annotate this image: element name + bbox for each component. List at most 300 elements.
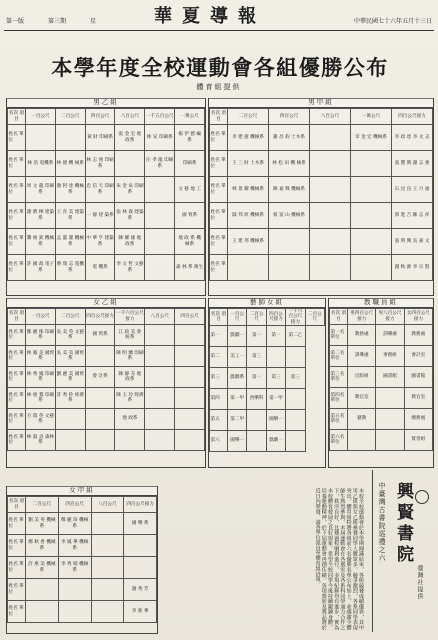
result-cell: 蔡 富 山 機械系 bbox=[269, 203, 310, 229]
column-header: 名次 項目 bbox=[8, 309, 26, 325]
column-header: 一萬公尺 bbox=[351, 109, 392, 125]
table-header-row bbox=[210, 309, 325, 326]
result-cell bbox=[55, 409, 85, 430]
result-cell: 林 浩 電機系 bbox=[26, 151, 56, 177]
newspaper-title: 華夏導報 bbox=[154, 6, 266, 27]
headline: 本學年度全校運動會各組優勝公布 bbox=[51, 55, 389, 80]
result-cell bbox=[376, 430, 404, 451]
table-row bbox=[8, 601, 157, 623]
result-cell bbox=[247, 430, 266, 451]
result-cell: 吳 美 美 國貿系 bbox=[55, 346, 85, 367]
result-cell: 第一 bbox=[266, 325, 285, 346]
result-cell: 林 秀 鳳 印刷系 bbox=[26, 367, 56, 388]
masthead bbox=[4, 2, 434, 31]
result-cell: 中 華 亨 建築系 bbox=[85, 229, 115, 255]
result-cell: 訓導處 bbox=[348, 346, 376, 367]
result-cell bbox=[145, 367, 175, 388]
result-cell: 章 金 宏 機械系 bbox=[351, 125, 392, 151]
result-cell bbox=[286, 346, 305, 367]
result-cell: 劉 麗 美 國貿系 bbox=[55, 367, 85, 388]
result-cell: 第一甲 bbox=[228, 388, 247, 409]
section-title: 女甲組 bbox=[7, 486, 157, 496]
result-cell bbox=[58, 601, 91, 623]
section-art-women bbox=[208, 298, 326, 468]
row-label: 第五 bbox=[210, 409, 228, 430]
row-label: 姓名 單位 bbox=[8, 557, 26, 579]
result-cell: 王 建 邦 機械系 bbox=[228, 229, 269, 255]
column-header: 男四百公尺接力 bbox=[348, 309, 376, 325]
row-label: 第四名 單位 bbox=[330, 388, 348, 409]
table-row bbox=[210, 367, 325, 388]
column-header: 八百公尺 bbox=[310, 109, 351, 125]
result-cell: 張 林 森 建築系 bbox=[115, 203, 145, 229]
result-cell bbox=[266, 346, 285, 367]
result-cell: 第三 bbox=[266, 367, 285, 388]
result-cell: 電 機系 bbox=[85, 255, 115, 281]
result-cell: 森 林 系 衛生 bbox=[175, 255, 205, 281]
column-header: 二百公尺 bbox=[228, 109, 269, 125]
result-cell: 劉 美 英 機械系 bbox=[26, 513, 59, 535]
table-row bbox=[330, 430, 433, 451]
result-cell bbox=[286, 409, 305, 430]
result-cell bbox=[91, 579, 124, 601]
row-label: 姓名 單位 bbox=[210, 125, 228, 151]
column-header: 一萬公尺 bbox=[175, 109, 205, 125]
result-cell bbox=[310, 229, 351, 255]
result-cell bbox=[310, 125, 351, 151]
result-cell: 鄭 麗 珍 機械系 bbox=[58, 513, 91, 535]
result-cell bbox=[145, 177, 175, 203]
result-cell bbox=[175, 388, 205, 409]
column-header: 二百公尺 bbox=[247, 309, 266, 326]
issue-date: 中華民國七十六年五月十三日 bbox=[353, 18, 432, 25]
result-cell bbox=[85, 346, 115, 367]
result-cell bbox=[351, 151, 392, 177]
result-cell bbox=[85, 409, 115, 430]
result-cell bbox=[310, 177, 351, 203]
column-header: 八百公尺 bbox=[115, 109, 145, 125]
table-row bbox=[210, 409, 325, 430]
column-header: 八百公尺 bbox=[145, 309, 175, 325]
row-label: 姓名 單位 bbox=[8, 535, 26, 557]
result-cell: 周 文 龍 印刷系 bbox=[26, 177, 56, 203]
column-header: 男八百公尺接力 bbox=[376, 309, 404, 325]
row-label: 姓名 單位 bbox=[210, 203, 228, 229]
row-label: 第一 bbox=[210, 325, 228, 346]
column-header: 一千六百公尺接力 bbox=[115, 309, 145, 325]
table-row bbox=[330, 409, 433, 430]
column-header: 名次 項目 bbox=[8, 497, 26, 513]
result-cell: 國樂一 bbox=[266, 409, 285, 430]
result-cell bbox=[145, 388, 175, 409]
row-label: 姓名 單位 bbox=[8, 513, 26, 535]
result-cell bbox=[175, 409, 205, 430]
column-header: 一千六百公尺接力 bbox=[286, 309, 305, 326]
row-label: 姓名 單位 bbox=[8, 125, 26, 151]
result-cell bbox=[124, 557, 157, 579]
result-cell bbox=[286, 388, 305, 409]
result-cell: 汪 孝 龍 印刷系 bbox=[145, 151, 175, 177]
result-cell: 戲劇一 bbox=[266, 430, 285, 451]
row-label: 姓名 單位 bbox=[8, 346, 26, 367]
row-label: 姓名 單位 bbox=[8, 325, 26, 346]
table-header-row bbox=[210, 109, 433, 125]
section-men-a bbox=[208, 98, 434, 296]
column-header: 八百公尺 bbox=[91, 497, 124, 513]
result-cell bbox=[26, 601, 59, 623]
result-cell: 會計室 bbox=[404, 346, 432, 367]
weekday: 星 bbox=[90, 18, 97, 25]
result-cell: 江 政 美 會 統系 bbox=[115, 325, 145, 346]
result-cell: 一 靜 建 築系 bbox=[85, 203, 115, 229]
result-cell: 林 惠 鶯 印刷系 bbox=[26, 388, 56, 409]
row-label: 第五名 單位 bbox=[330, 409, 348, 430]
table-row bbox=[8, 579, 157, 601]
result-cell bbox=[58, 579, 91, 601]
table-row bbox=[8, 367, 205, 388]
table-row bbox=[210, 177, 433, 203]
results-table bbox=[209, 108, 433, 281]
column-header: 四百公尺接力 bbox=[85, 309, 115, 325]
row-label: 姓名 單位 bbox=[8, 367, 26, 388]
result-cell: 教務處 bbox=[348, 325, 376, 346]
result-cell: 林 鳳 美 國貿系 bbox=[26, 346, 56, 367]
result-cell bbox=[269, 229, 310, 255]
result-cell: 國樂一 bbox=[228, 430, 247, 451]
table-row bbox=[8, 535, 157, 557]
result-cell bbox=[26, 125, 56, 151]
result-cell bbox=[124, 535, 157, 557]
column-header: 名次 項目 bbox=[210, 109, 228, 125]
result-cell: 地 政 系 機 械系 bbox=[175, 229, 205, 255]
result-cell: 李 鳳 華 機械系 bbox=[58, 535, 91, 557]
result-cell: 林 淑 貞 森林系 bbox=[26, 430, 56, 451]
table-header-row bbox=[330, 309, 433, 325]
row-label: 姓名 單位 bbox=[8, 177, 26, 203]
table-row bbox=[8, 325, 205, 346]
result-cell: 陳 耀 雄 地 政系 bbox=[115, 229, 145, 255]
column-header: 四百公尺接力 bbox=[392, 109, 433, 125]
result-cell bbox=[348, 430, 376, 451]
table-row bbox=[210, 346, 325, 367]
section-title: 教職員組 bbox=[329, 298, 433, 308]
column-header: 四百公尺 bbox=[85, 109, 115, 125]
result-cell: 藝教 bbox=[348, 409, 376, 430]
row-label: 姓名 單位 bbox=[8, 579, 26, 601]
result-cell: 第一甲 bbox=[266, 388, 285, 409]
result-cell: 地 政系 bbox=[115, 409, 145, 430]
table-row bbox=[210, 388, 325, 409]
result-cell bbox=[91, 535, 124, 557]
result-cell: 龔 俊 欽 機械系 bbox=[26, 229, 56, 255]
section-men-b bbox=[6, 98, 206, 296]
result-cell: 郭 進 吉 陳 志 祥 bbox=[392, 203, 433, 229]
column-header: 女四百公尺接力 bbox=[404, 309, 432, 325]
row-label: 第三 bbox=[210, 367, 228, 388]
table-row bbox=[210, 430, 325, 451]
column-header: 一千五百公尺 bbox=[145, 109, 175, 125]
result-cell bbox=[351, 229, 392, 255]
result-cell: 石 昆 良 王 月 福 bbox=[392, 177, 433, 203]
result-cell: 蔣 瑞 志 電機系 bbox=[55, 255, 85, 281]
ad-credit: 臺灣社提供 bbox=[416, 565, 423, 600]
table-row bbox=[8, 151, 205, 177]
result-cell: 圖書館 bbox=[404, 367, 432, 388]
result-cell: 西樂科 bbox=[247, 388, 266, 409]
result-cell: 鄭 秋 香 機械系 bbox=[26, 535, 59, 557]
table-header-row bbox=[8, 309, 205, 325]
result-cell: 第一 bbox=[247, 367, 266, 388]
result-cell: 國 樂 系 bbox=[124, 513, 157, 535]
result-cell bbox=[145, 346, 175, 367]
table-row bbox=[330, 346, 433, 367]
result-cell: 許 國 政 電子系 bbox=[26, 255, 56, 281]
row-label: 第二 bbox=[210, 346, 228, 367]
result-cell: 總務處 bbox=[404, 409, 432, 430]
column-header: 四百公尺接力 bbox=[124, 497, 157, 513]
table-row bbox=[210, 203, 433, 229]
result-cell: 方 瑞 英 文藝系 bbox=[26, 409, 56, 430]
table-row bbox=[210, 151, 433, 177]
result-cell: 張 明 興 吳 嘉 文 bbox=[392, 229, 433, 255]
table-header-row bbox=[8, 497, 157, 513]
table-row bbox=[8, 430, 205, 451]
column-header: 二百公尺 bbox=[305, 309, 324, 326]
table-row bbox=[8, 557, 157, 579]
row-label: 姓名 單位 bbox=[8, 409, 26, 430]
result-cell: 文 藝 地 工 bbox=[175, 177, 205, 203]
result-cell bbox=[269, 255, 310, 281]
row-label: 第二名 單位 bbox=[330, 346, 348, 367]
result-cell bbox=[145, 229, 175, 255]
result-cell: 會 計系 bbox=[85, 367, 115, 388]
table-row bbox=[210, 229, 433, 255]
result-cell: 訓導處 bbox=[376, 325, 404, 346]
result-cell: 戲劇系 bbox=[228, 367, 247, 388]
results-table bbox=[7, 496, 157, 623]
result-cell bbox=[91, 557, 124, 579]
result-cell: 謝 秋 源 李 宗 賢 bbox=[392, 255, 433, 281]
result-cell: 李 建 億 機械系 bbox=[228, 125, 269, 151]
byline: 體育組提供 bbox=[196, 83, 242, 91]
results-table bbox=[329, 308, 433, 451]
row-label: 姓名 單位 bbox=[8, 229, 26, 255]
result-cell: 陳 靜 芬 地 政系 bbox=[115, 367, 145, 388]
result-cell bbox=[91, 513, 124, 535]
table-row bbox=[8, 125, 205, 151]
section-women-a bbox=[6, 486, 158, 634]
result-cell: 朱 金 泉 印刷系 bbox=[115, 177, 145, 203]
result-cell bbox=[115, 430, 145, 451]
result-cell: 張 寶 興 謝 志 強 bbox=[392, 151, 433, 177]
result-cell bbox=[55, 125, 85, 151]
result-cell: 林 松 田 機 械系 bbox=[269, 151, 310, 177]
table-row bbox=[8, 388, 205, 409]
table-row bbox=[330, 325, 433, 346]
section-title: 男甲組 bbox=[209, 98, 433, 108]
row-label: 姓名 單位 bbox=[210, 229, 228, 255]
column-header: 二百公尺 bbox=[55, 109, 85, 125]
result-cell bbox=[175, 430, 205, 451]
result-cell bbox=[145, 409, 175, 430]
result-cell: 實習組 bbox=[404, 430, 432, 451]
row-label: 第六 bbox=[210, 430, 228, 451]
result-cell: 王 育 美 建築系 bbox=[55, 203, 85, 229]
column-header: 二百公尺 bbox=[55, 309, 85, 325]
result-cell: 陳 嘉 興 機械系 bbox=[269, 177, 310, 203]
result-cell bbox=[145, 430, 175, 451]
result-cell: 許 秀 鈴 經濟系 bbox=[55, 388, 85, 409]
result-cell bbox=[115, 151, 145, 177]
result-cell: 林 安 印刷系 bbox=[145, 125, 175, 151]
column-header: 名次 項目 bbox=[8, 109, 26, 125]
row-label: 姓名 單位 bbox=[8, 151, 26, 177]
row-label: 姓名 單位 bbox=[210, 151, 228, 177]
column-header: 二百公尺 bbox=[26, 497, 59, 513]
result-cell bbox=[55, 430, 85, 451]
seal-icon bbox=[415, 490, 429, 504]
article-text: 本校全校運動會於本學期圓滿結束，各組競賽成績優異，其中男乙組與女乙組參賽同學人數眾多，競爭激烈，各系同學表現突出。體育組特將各組前六名優勝名單公布如上，並感謝全體師生熱烈參與。本屆運動會在各處室及各系科同學通力合作之下，秩序良好，比賽過程順利進行，多項紀錄均有進步，實為本校體育發展之良好現象。希望全校同學今後持續鍛鍊身體，培養運動精神，於下屆運動會再創佳績。各項獎狀及獎品將於近日內頒發，請各單位派員至體育組洽領。 bbox=[314, 488, 364, 630]
result-cell bbox=[376, 388, 404, 409]
column-header: 四百公尺 bbox=[269, 109, 310, 125]
result-cell: 戲劇一 bbox=[228, 325, 247, 346]
result-cell: 陳 玉 玲 經濟系 bbox=[115, 388, 145, 409]
result-cell: 陳 明 蘭 印刷系 bbox=[115, 346, 145, 367]
result-cell bbox=[351, 177, 392, 203]
column-header: 四百公尺接力 bbox=[266, 309, 285, 326]
table-row bbox=[8, 346, 205, 367]
result-cell bbox=[85, 430, 115, 451]
column-header: 四百公尺 bbox=[58, 497, 91, 513]
section-title: 藝師女組 bbox=[209, 298, 325, 308]
result-cell bbox=[175, 367, 205, 388]
result-cell: 謝 濟 樺 建築系 bbox=[26, 203, 56, 229]
table-row bbox=[8, 409, 205, 430]
result-cell: 李 政 達 李 文 志 bbox=[392, 125, 433, 151]
section-title: 女乙組 bbox=[7, 298, 205, 308]
result-cell: 林 志 強 印刷系 bbox=[85, 151, 115, 177]
result-cell bbox=[228, 255, 269, 281]
issue-number: 第三期 bbox=[48, 18, 67, 25]
advertisement bbox=[372, 470, 431, 632]
row-label: 姓名 單位 bbox=[210, 177, 228, 203]
ad-series-caption: 中臺灣古書院巡禮之六 bbox=[378, 482, 386, 562]
result-cell bbox=[286, 430, 305, 451]
section-title: 男乙組 bbox=[7, 98, 205, 108]
result-cell: 事務組 bbox=[376, 346, 404, 367]
result-cell bbox=[91, 601, 124, 623]
column-header: 一百公尺 bbox=[26, 109, 56, 125]
result-cell bbox=[145, 325, 175, 346]
table-header-row bbox=[8, 109, 205, 125]
column-header: 四百公尺 bbox=[175, 309, 205, 325]
result-cell: 第一 bbox=[247, 325, 266, 346]
result-cell: 黃 財 印刷系 bbox=[85, 125, 115, 151]
result-cell bbox=[310, 151, 351, 177]
table-row bbox=[210, 255, 433, 281]
result-cell: 謝 秀 芳 bbox=[124, 579, 157, 601]
result-cell: 第三 bbox=[247, 346, 266, 367]
ad-title: 興賢書院 bbox=[393, 482, 413, 566]
result-cell bbox=[310, 203, 351, 229]
result-cell bbox=[175, 325, 205, 346]
column-header: 一百公尺 bbox=[228, 309, 247, 326]
row-label: 第一名 單位 bbox=[330, 325, 348, 346]
row-label: 姓名 單位 bbox=[8, 255, 26, 281]
column-header: 名次 項目 bbox=[330, 309, 348, 325]
column-header: 一百公尺 bbox=[26, 309, 56, 325]
table-row bbox=[8, 513, 157, 535]
result-cell: 忠 信 天 印刷系 bbox=[85, 177, 115, 203]
table-row bbox=[8, 203, 205, 229]
result-cell bbox=[351, 203, 392, 229]
row-label: 姓名 單位 bbox=[8, 601, 26, 623]
table-row bbox=[330, 367, 433, 388]
result-cell: 美工一 bbox=[228, 346, 247, 367]
row-label: 姓名 單位 bbox=[210, 255, 228, 281]
result-cell: 林 德 機 械系 bbox=[55, 151, 85, 177]
table-row bbox=[8, 177, 205, 203]
row-label: 第三名 單位 bbox=[330, 367, 348, 388]
table-row bbox=[8, 255, 205, 281]
result-cell: 教官室 bbox=[404, 388, 432, 409]
result-cell: 第三 bbox=[286, 367, 305, 388]
result-cell: 王 三 財 土木系 bbox=[228, 151, 269, 177]
result-cell bbox=[145, 255, 175, 281]
table-row bbox=[8, 229, 205, 255]
result-cell: 李 秀 娟 機械系 bbox=[58, 557, 91, 579]
table-row bbox=[210, 325, 325, 346]
result-cell: 吳 美 英 文藝系 bbox=[55, 325, 85, 346]
result-cell: 鄭 麗 珠 印刷系 bbox=[26, 325, 56, 346]
result-cell bbox=[85, 388, 115, 409]
result-cell: 國 貿系 bbox=[85, 325, 115, 346]
row-label: 第六名 單位 bbox=[330, 430, 348, 451]
result-cell bbox=[351, 255, 392, 281]
result-cell: 顏 阿 達 機械系 bbox=[55, 177, 85, 203]
result-cell bbox=[310, 255, 351, 281]
result-cell: 謝 昌 鈞 土木系 bbox=[269, 125, 310, 151]
section-staff bbox=[328, 298, 434, 468]
row-label: 姓名 單位 bbox=[8, 430, 26, 451]
result-cell: 張 金 宏 地 政系 bbox=[115, 125, 145, 151]
row-label: 姓名 單位 bbox=[8, 388, 26, 409]
result-cell bbox=[175, 346, 205, 367]
column-header: 名次 項目 bbox=[210, 309, 228, 326]
result-cell: 印刷系 bbox=[175, 151, 205, 177]
result-cell: 教官室 bbox=[348, 388, 376, 409]
table-row bbox=[330, 388, 433, 409]
results-table bbox=[7, 308, 205, 451]
result-cell bbox=[247, 409, 266, 430]
result-cell: 許 惠 美 機械系 bbox=[26, 557, 59, 579]
results-table bbox=[7, 108, 205, 281]
result-cell: 第二乙 bbox=[286, 325, 305, 346]
result-cell: 出版組 bbox=[348, 367, 376, 388]
result-cell: 李 文 哲 文藝系 bbox=[115, 255, 145, 281]
result-cell bbox=[376, 409, 404, 430]
page-number: 第一版 bbox=[6, 18, 25, 25]
result-cell: 鄒 邦 原 機械系 bbox=[228, 203, 269, 229]
result-cell: 林 景 耀 機械系 bbox=[228, 177, 269, 203]
result-cell: 圖書館 bbox=[376, 367, 404, 388]
result-cell bbox=[145, 203, 175, 229]
result-cell: 楊 伊 德 編 系 bbox=[175, 125, 205, 151]
result-cell: 孟 靈 潔 機械系 bbox=[55, 229, 85, 255]
table-row bbox=[210, 125, 433, 151]
result-cell: 教務處 bbox=[404, 325, 432, 346]
result-cell: 第二甲 bbox=[228, 409, 247, 430]
